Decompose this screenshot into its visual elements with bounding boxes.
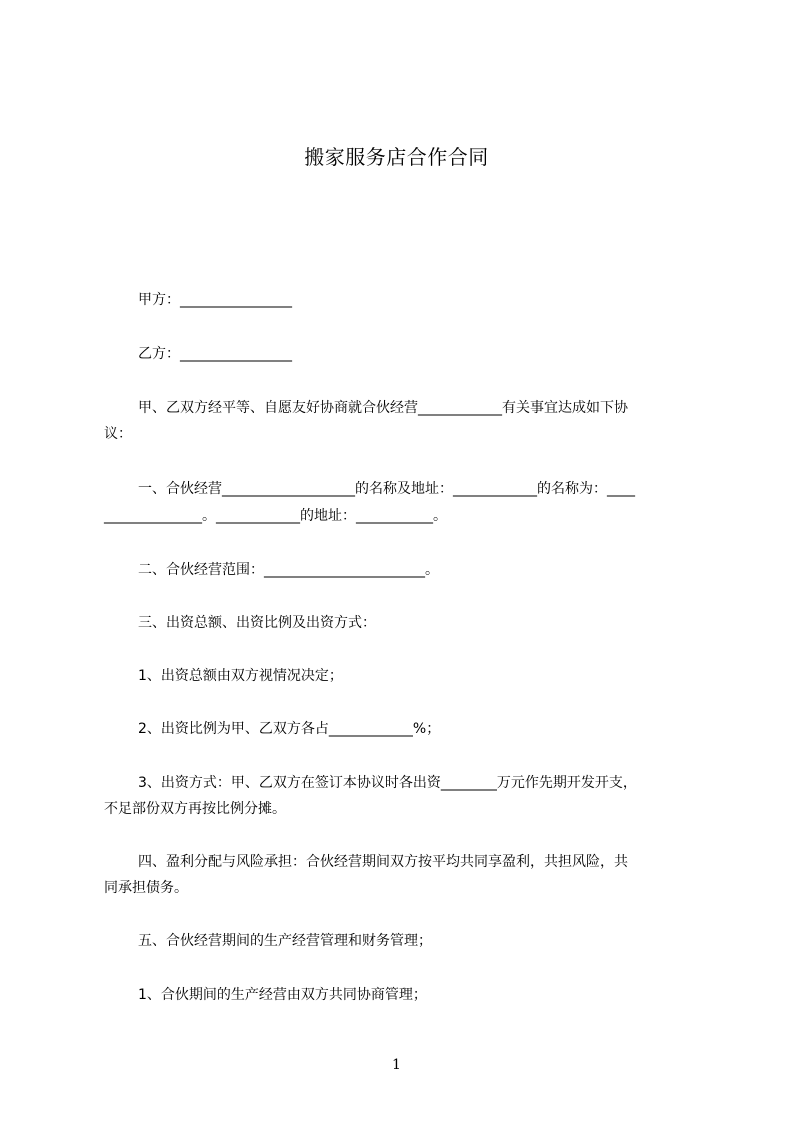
clause-1-line-2: ______________。____________的地址：___________。	[104, 508, 447, 524]
clause-2: 二、合伙经营范围：_______________________。	[138, 562, 439, 578]
page-number: 1	[392, 1057, 401, 1073]
intro-line-2: 议：	[104, 426, 132, 442]
clause-4-line-1: 四、盈利分配与风险承担：合伙经营期间双方按平均共同享盈利，共担风险，共	[138, 854, 628, 870]
clause-4-line-2: 同承担债务。	[104, 880, 188, 896]
clause-3-item-2: 2、出资比例为甲、乙双方各占____________%；	[138, 721, 441, 737]
party-b-line: 乙方：________________	[138, 346, 292, 362]
clause-3-item-3-line-2: 不足部份双方再按比例分摊。	[104, 801, 286, 817]
party-a-line: 甲方：________________	[138, 292, 292, 308]
intro-line-1: 甲、乙双方经平等、自愿友好协商就合伙经营____________有关事宜达成如下协	[138, 400, 628, 416]
clause-5-item-1: 1、合伙期间的生产经营由双方共同协商管理；	[138, 987, 427, 1003]
clause-1-line-1: 一、合伙经营___________________的名称及地址：____________的名称为：____	[138, 481, 635, 497]
clause-5-heading: 五、合伙经营期间的生产经营管理和财务管理；	[138, 933, 432, 949]
clause-3-item-1: 1、出资总额由双方视情况决定；	[138, 668, 343, 684]
document-title: 搬家服务店合作合同	[304, 145, 489, 169]
clause-3-item-3-line-1: 3、出资方式：甲、乙双方在签订本协议时各出资________万元作先期开发开支，	[138, 775, 637, 791]
clause-3-heading: 三、出资总额、出资比例及出资方式：	[138, 615, 376, 631]
